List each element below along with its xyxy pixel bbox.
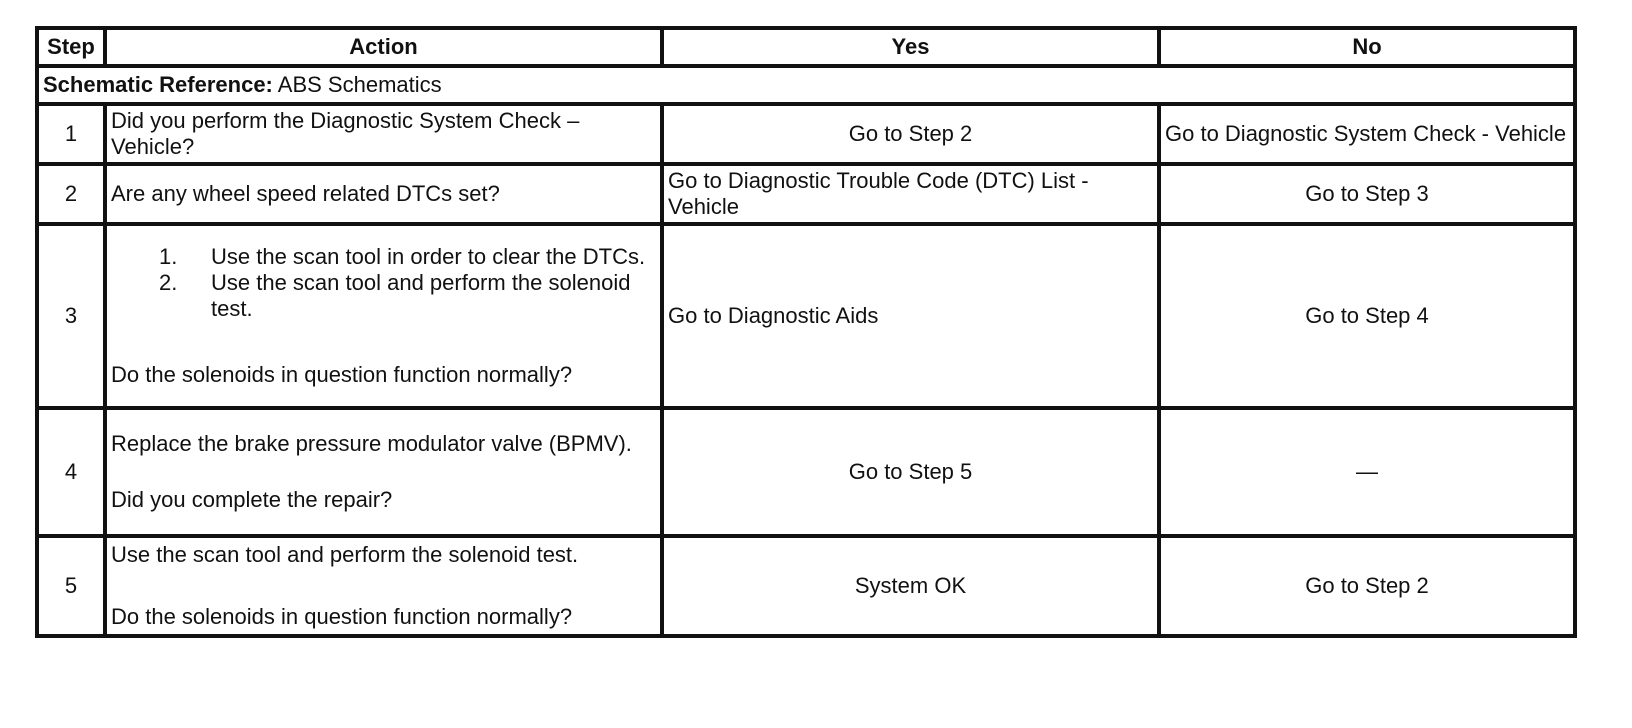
no-cell: Go to Diagnostic System Check - Vehicle (1159, 104, 1575, 164)
action-cell: Are any wheel speed related DTCs set? (105, 164, 662, 224)
diagnostic-table (35, 26, 1577, 638)
table-row (37, 164, 1575, 224)
step-number: 4 (37, 408, 105, 536)
header-no: No (1159, 28, 1575, 66)
step-number: 3 (37, 224, 105, 408)
yes-cell: Go to Diagnostic Trouble Code (DTC) List - Vehicle (662, 164, 1159, 224)
no-cell: Go to Step 2 (1159, 536, 1575, 636)
schematic-reference-label: Schematic Reference: (43, 72, 273, 97)
list-item (159, 270, 656, 322)
table-row (37, 536, 1575, 636)
list-item-text: Use the scan tool in order to clear the DTCs. (211, 244, 646, 269)
list-item (159, 244, 656, 270)
schematic-reference-value: ABS Schematics (272, 72, 442, 97)
action-cell (105, 536, 662, 636)
no-cell: Go to Step 4 (1159, 224, 1575, 408)
action-text: Use the scan tool and perform the solenoid test. (111, 542, 579, 567)
action-question: Did you complete the repair? (111, 487, 393, 512)
schematic-reference-cell (37, 66, 1575, 104)
action-cell (105, 224, 662, 408)
list-item-number: 2. (159, 270, 178, 295)
header-row (37, 28, 1575, 66)
spacer (111, 457, 656, 487)
diagnostic-page (35, 26, 1573, 638)
table-row (37, 408, 1575, 536)
action-text: Replace the brake pressure modulator valve (BPMV). (111, 431, 632, 456)
step-number: 5 (37, 536, 105, 636)
action-question: Do the solenoids in question function normally? (111, 362, 573, 387)
action-question: Do the solenoids in question function normally? (111, 604, 573, 629)
step-number: 1 (37, 104, 105, 164)
table-row (37, 224, 1575, 408)
list-item-text: Use the scan tool and perform the solenoid test. (211, 270, 631, 321)
header-yes: Yes (662, 28, 1159, 66)
yes-cell: System OK (662, 536, 1159, 636)
list-item-number: 1. (159, 244, 178, 269)
action-cell (105, 408, 662, 536)
spacer (111, 568, 656, 604)
spacer (111, 322, 656, 362)
yes-cell: Go to Step 2 (662, 104, 1159, 164)
header-action: Action (105, 28, 662, 66)
no-cell: Go to Step 3 (1159, 164, 1575, 224)
action-cell: Did you perform the Diagnostic System Check – Vehicle? (105, 104, 662, 164)
yes-cell: Go to Diagnostic Aids (662, 224, 1159, 408)
step-number: 2 (37, 164, 105, 224)
yes-cell: Go to Step 5 (662, 408, 1159, 536)
no-cell: — (1159, 408, 1575, 536)
action-instruction-list (111, 244, 656, 322)
schematic-reference-row (37, 66, 1575, 104)
header-step: Step (37, 28, 105, 66)
table-row (37, 104, 1575, 164)
